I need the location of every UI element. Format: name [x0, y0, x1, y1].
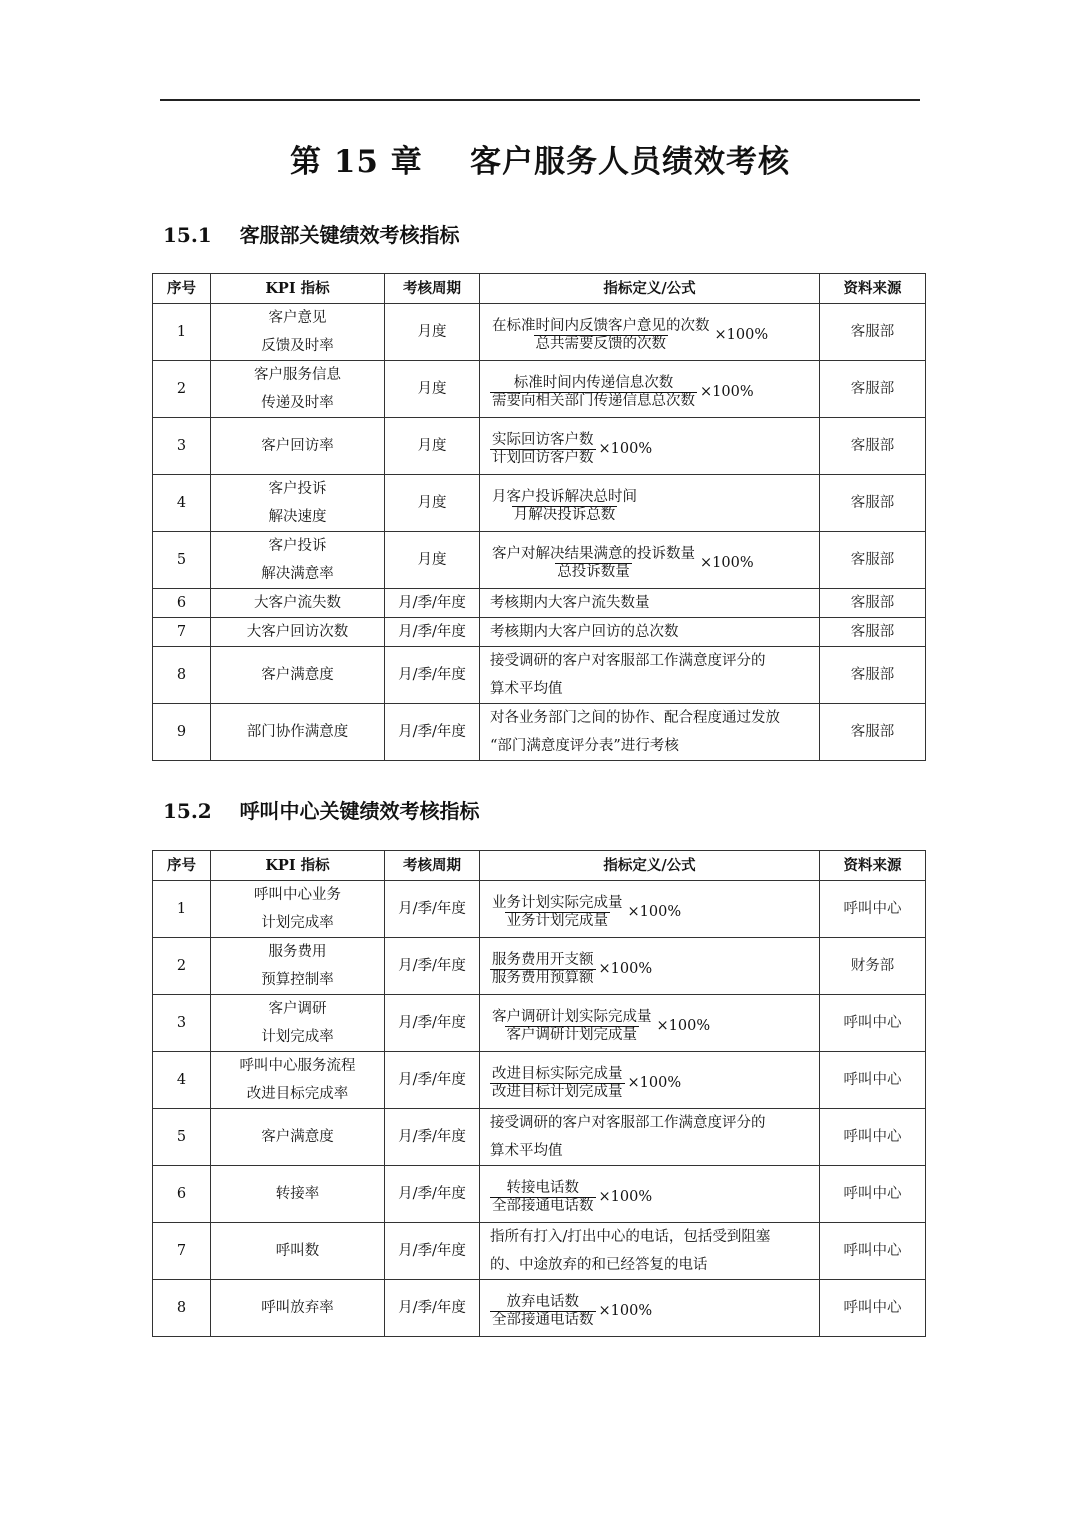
- row-number: 1: [153, 881, 211, 938]
- kpi-name-line: 传递及时率: [261, 395, 334, 411]
- assessment-period: 月/季/年度: [385, 1166, 480, 1223]
- formula: [490, 895, 681, 930]
- table-row: [153, 361, 926, 418]
- kpi-name-cell: [211, 1280, 385, 1337]
- definition-cell: [480, 647, 820, 704]
- formula: [490, 1180, 652, 1215]
- kpi-name-line: 呼叫放弃率: [261, 1300, 334, 1316]
- kpi-name-line: 大客户回访次数: [246, 624, 349, 640]
- kpi-name-line: 解决速度: [268, 509, 327, 525]
- table-row: [153, 995, 926, 1052]
- fraction: [490, 1066, 625, 1101]
- kpi-name-line: 部门协作满意度: [246, 724, 349, 740]
- fraction: [490, 432, 596, 467]
- assessment-period: 月/季/年度: [385, 995, 480, 1052]
- assessment-period: 月/季/年度: [385, 881, 480, 938]
- formula-denominator: 服务费用预算额: [492, 969, 594, 986]
- definition-cell: [480, 1109, 820, 1166]
- kpi-name-cell: [211, 361, 385, 418]
- kpi-name-line: 客户意见: [268, 310, 327, 326]
- formula-multiplier: ×100%: [700, 554, 754, 571]
- assessment-period: 月度: [385, 532, 480, 589]
- fraction: [490, 895, 625, 930]
- table-row: [153, 532, 926, 589]
- formula-numerator: 客户对解决结果满意的投诉数量: [492, 545, 695, 562]
- formula-denominator: 全部接通电话数: [492, 1311, 594, 1328]
- formula-numerator: 放弃电话数: [506, 1293, 579, 1310]
- formula: [490, 1066, 681, 1101]
- row-number: 2: [153, 361, 211, 418]
- kpi-name-line: 大客户流失数: [254, 595, 341, 611]
- data-source: 客服部: [820, 475, 926, 532]
- kpi-table-customer-service: [152, 273, 926, 761]
- formula-denominator: 全部接通电话数: [492, 1197, 594, 1214]
- assessment-period: 月/季/年度: [385, 647, 480, 704]
- data-source: 呼叫中心: [820, 881, 926, 938]
- definition-cell: [480, 881, 820, 938]
- kpi-name-line: 呼叫中心服务流程: [239, 1058, 356, 1074]
- assessment-period: 月/季/年度: [385, 938, 480, 995]
- header-source: 资料来源: [820, 851, 926, 881]
- row-number: 3: [153, 995, 211, 1052]
- kpi-name-line: 计划完成率: [261, 1029, 334, 1045]
- header-kpi: KPI 指标: [211, 274, 385, 304]
- table-row: [153, 1166, 926, 1223]
- table-row: [153, 938, 926, 995]
- assessment-period: 月度: [385, 418, 480, 475]
- kpi-name-cell: [211, 704, 385, 761]
- row-number: 3: [153, 418, 211, 475]
- data-source: 客服部: [820, 361, 926, 418]
- formula: [490, 546, 754, 581]
- table-header-row: [153, 274, 926, 304]
- table-row: [153, 1052, 926, 1109]
- row-number: 5: [153, 532, 211, 589]
- definition-cell: [480, 589, 820, 618]
- data-source: 客服部: [820, 647, 926, 704]
- formula-multiplier: ×100%: [714, 326, 769, 343]
- definition-line: 接受调研的客户对客服部工作满意度评分的: [490, 1115, 766, 1131]
- assessment-period: 月度: [385, 361, 480, 418]
- kpi-name-cell: [211, 1052, 385, 1109]
- formula-denominator: 业务计划完成量: [506, 912, 608, 929]
- data-source: 客服部: [820, 589, 926, 618]
- formula: [490, 432, 652, 467]
- definition-cell: [480, 361, 820, 418]
- kpi-name-cell: [211, 304, 385, 361]
- table-row: [153, 1280, 926, 1337]
- header-no: 序号: [153, 274, 211, 304]
- data-source: 呼叫中心: [820, 1109, 926, 1166]
- formula: [490, 489, 639, 524]
- definition-cell: [480, 1052, 820, 1109]
- top-rule: [160, 99, 920, 101]
- kpi-name-line: 计划完成率: [261, 915, 334, 931]
- formula-denominator: 客户调研计划完成量: [506, 1026, 637, 1043]
- kpi-name-cell: [211, 881, 385, 938]
- data-source: 客服部: [820, 704, 926, 761]
- definition-cell: [480, 704, 820, 761]
- fraction: [490, 318, 712, 353]
- kpi-name-line: 呼叫中心业务: [254, 887, 341, 903]
- assessment-period: 月/季/年度: [385, 1052, 480, 1109]
- table-row: [153, 1109, 926, 1166]
- definition-line: 的、中途放弃的和已经答复的电话: [490, 1257, 708, 1273]
- fraction: [490, 1180, 596, 1215]
- table-row: [153, 589, 926, 618]
- data-source: 呼叫中心: [820, 1280, 926, 1337]
- table-header-row: [153, 851, 926, 881]
- data-source: 客服部: [820, 418, 926, 475]
- formula: [490, 952, 652, 987]
- kpi-name-cell: [211, 1223, 385, 1280]
- definition-cell: [480, 618, 820, 647]
- formula-numerator: 实际回访客户数: [492, 431, 594, 448]
- kpi-name-line: 反馈及时率: [261, 338, 334, 354]
- kpi-table-call-center: [152, 850, 926, 1337]
- kpi-name-line: 服务费用: [268, 944, 327, 960]
- table-row: [153, 647, 926, 704]
- row-number: 8: [153, 1280, 211, 1337]
- data-source: 呼叫中心: [820, 1223, 926, 1280]
- row-number: 7: [153, 1223, 211, 1280]
- row-number: 6: [153, 589, 211, 618]
- chapter-title: 第 15 章 客户服务人员绩效考核: [290, 144, 790, 180]
- row-number: 4: [153, 475, 211, 532]
- row-number: 7: [153, 618, 211, 647]
- definition-cell: [480, 304, 820, 361]
- kpi-name-cell: [211, 475, 385, 532]
- formula-denominator: 总投诉数量: [557, 563, 630, 580]
- kpi-name-cell: [211, 1109, 385, 1166]
- formula-multiplier: ×100%: [656, 1017, 711, 1034]
- definition-line: 考核期内大客户流失数量: [490, 595, 650, 611]
- row-number: 5: [153, 1109, 211, 1166]
- definition-cell: [480, 418, 820, 475]
- kpi-name-cell: [211, 589, 385, 618]
- formula-denominator: 需要向相关部门传递信息总次数: [492, 392, 695, 409]
- fraction: [490, 952, 596, 987]
- header-definition: 指标定义/公式: [480, 851, 820, 881]
- formula-multiplier: ×100%: [598, 1302, 653, 1319]
- data-source: 呼叫中心: [820, 995, 926, 1052]
- fraction: [490, 375, 697, 410]
- header-kpi: KPI 指标: [211, 851, 385, 881]
- formula-multiplier: ×100%: [598, 960, 653, 977]
- data-source: 呼叫中心: [820, 1052, 926, 1109]
- kpi-name-line: 客户投诉: [268, 481, 327, 497]
- row-number: 1: [153, 304, 211, 361]
- formula-denominator: 改进目标计划完成量: [492, 1083, 623, 1100]
- header-definition: 指标定义/公式: [480, 274, 820, 304]
- formula-numerator: 在标准时间内反馈客户意见的次数: [492, 317, 710, 334]
- kpi-name-cell: [211, 618, 385, 647]
- formula-multiplier: ×100%: [598, 1188, 653, 1205]
- fraction: [490, 1294, 596, 1329]
- formula: [490, 318, 768, 353]
- kpi-name-line: 预算控制率: [261, 972, 334, 988]
- header-period: 考核周期: [385, 274, 480, 304]
- formula-numerator: 转接电话数: [506, 1179, 579, 1196]
- data-source: 客服部: [820, 618, 926, 647]
- row-number: 4: [153, 1052, 211, 1109]
- data-source: 客服部: [820, 304, 926, 361]
- formula: [490, 1294, 652, 1329]
- header-period: 考核周期: [385, 851, 480, 881]
- kpi-name-line: 客户满意度: [261, 1129, 334, 1145]
- formula-numerator: 客户调研计划实际完成量: [492, 1008, 652, 1025]
- formula-multiplier: ×100%: [627, 1074, 682, 1091]
- formula-numerator: 服务费用开支额: [492, 951, 594, 968]
- kpi-name-cell: [211, 938, 385, 995]
- table-row: [153, 704, 926, 761]
- table-row: [153, 418, 926, 475]
- header-source: 资料来源: [820, 274, 926, 304]
- kpi-name-cell: [211, 647, 385, 704]
- kpi-name-line: 解决满意率: [261, 566, 334, 582]
- header-no: 序号: [153, 851, 211, 881]
- table-row: [153, 475, 926, 532]
- assessment-period: 月/季/年度: [385, 1109, 480, 1166]
- formula-multiplier: ×100%: [627, 903, 682, 920]
- formula-multiplier: ×100%: [700, 383, 754, 400]
- definition-line: 指所有打入/打出中心的电话，包括受到阻塞: [490, 1229, 771, 1245]
- fraction: [490, 489, 639, 524]
- fraction: [490, 546, 697, 581]
- row-number: 6: [153, 1166, 211, 1223]
- assessment-period: 月/季/年度: [385, 589, 480, 618]
- definition-cell: [480, 1223, 820, 1280]
- kpi-name-line: 客户服务信息: [254, 367, 341, 383]
- table-row: [153, 304, 926, 361]
- row-number: 9: [153, 704, 211, 761]
- assessment-period: 月/季/年度: [385, 1280, 480, 1337]
- assessment-period: 月/季/年度: [385, 618, 480, 647]
- assessment-period: 月度: [385, 304, 480, 361]
- section-title-15-1: 15.1 客服部关键绩效考核指标: [163, 223, 460, 247]
- definition-line: 考核期内大客户回访的总次数: [490, 624, 679, 640]
- data-source: 客服部: [820, 532, 926, 589]
- kpi-name-cell: [211, 1166, 385, 1223]
- formula-denominator: 计划回访客户数: [492, 449, 594, 466]
- table-row: [153, 618, 926, 647]
- formula: [490, 1009, 710, 1044]
- definition-cell: [480, 938, 820, 995]
- kpi-name-line: 转接率: [275, 1186, 320, 1202]
- kpi-name-line: 客户满意度: [261, 667, 334, 683]
- table-row: [153, 881, 926, 938]
- definition-line: 接受调研的客户对客服部工作满意度评分的: [490, 653, 766, 669]
- definition-cell: [480, 475, 820, 532]
- kpi-name-cell: [211, 532, 385, 589]
- kpi-name-line: 客户回访率: [261, 438, 334, 454]
- definition-cell: [480, 1280, 820, 1337]
- formula: [490, 375, 754, 410]
- definition-line: 算术平均值: [490, 1143, 563, 1159]
- kpi-name-line: 客户调研: [268, 1001, 327, 1017]
- kpi-name-cell: [211, 418, 385, 475]
- kpi-name-line: 呼叫数: [275, 1243, 320, 1259]
- row-number: 2: [153, 938, 211, 995]
- formula-numerator: 标准时间内传递信息次数: [513, 374, 674, 391]
- data-source: 财务部: [820, 938, 926, 995]
- table-row: [153, 1223, 926, 1280]
- definition-cell: [480, 1166, 820, 1223]
- formula-numerator: 改进目标实际完成量: [492, 1065, 623, 1082]
- kpi-name-line: 客户投诉: [268, 538, 327, 554]
- formula-multiplier: ×100%: [598, 440, 653, 457]
- row-number: 8: [153, 647, 211, 704]
- definition-line: 算术平均值: [490, 681, 563, 697]
- kpi-name-line: 改进目标完成率: [246, 1086, 349, 1102]
- data-source: 呼叫中心: [820, 1166, 926, 1223]
- formula-denominator: 总共需要反馈的次数: [535, 335, 666, 352]
- definition-cell: [480, 532, 820, 589]
- fraction: [490, 1009, 654, 1044]
- definition-line: “部门满意度评分表”进行考核: [490, 738, 679, 754]
- assessment-period: 月/季/年度: [385, 1223, 480, 1280]
- formula-numerator: 业务计划实际完成量: [492, 894, 623, 911]
- section-title-15-2: 15.2 呼叫中心关键绩效考核指标: [163, 799, 480, 823]
- assessment-period: 月/季/年度: [385, 704, 480, 761]
- definition-cell: [480, 995, 820, 1052]
- formula-denominator: 月解决投诉总数: [513, 506, 616, 523]
- formula-numerator: 月客户投诉解决总时间: [492, 488, 637, 505]
- assessment-period: 月度: [385, 475, 480, 532]
- definition-line: 对各业务部门之间的协作、配合程度通过发放: [490, 710, 780, 726]
- kpi-name-cell: [211, 995, 385, 1052]
